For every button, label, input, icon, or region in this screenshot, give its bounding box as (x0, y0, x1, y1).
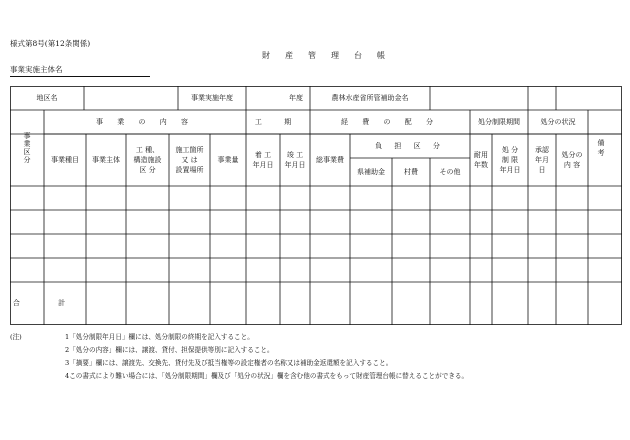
note-line: 2「処分の内容」欄には、譲渡、貸付、担保提供等別に記入すること。 (65, 346, 274, 354)
column-category: 事業区分 (23, 132, 31, 164)
column-volume: 事業量 (217, 155, 239, 164)
column-group-content: 事 業 の 内 容 (96, 117, 194, 126)
subsidy-name-label: 農林水産省所管補助金名 (331, 93, 409, 102)
note-line: 3「摘要」欄には、譲渡先、交換先、貸付先及び抵当権等の設定権者の名称又は補助金返還額を記入すること。 (65, 359, 393, 367)
column-start-date: 着 工 年月日 (252, 150, 274, 169)
project-year-label: 事業実施年度 (191, 93, 233, 102)
form-number: 様式第8号(第12条関係) (10, 39, 91, 48)
column-service-life: 耐用 年数 (474, 150, 488, 169)
column-approval-date: 承認 年月 日 (535, 145, 549, 175)
column-total-cost: 総事業費 (316, 155, 344, 164)
column-remarks: 備 考 (597, 138, 613, 157)
column-finish-date: 竣 工 年月日 (284, 150, 306, 169)
column-group-burden: 負 担 区 分 (375, 141, 445, 150)
column-group-period: 工 期 (254, 117, 302, 126)
column-group-limit: 処分制限期間 (478, 117, 520, 126)
asset-ledger-table (10, 86, 622, 325)
column-village-cost: 村費 (404, 167, 418, 176)
column-type: 事業種目 (51, 155, 79, 164)
notes-label: (注) (10, 333, 22, 341)
district-label: 地区名 (36, 93, 58, 102)
column-group-status: 処分の状況 (540, 117, 576, 126)
column-other: その他 (439, 167, 461, 176)
column-operator: 事業主体 (92, 155, 120, 164)
year-suffix: 年度 (289, 93, 303, 102)
page-title: 財産管理台帳 (262, 51, 400, 60)
column-structure: 工 種、 構造施設 区 分 (133, 145, 162, 175)
column-disposal-content: 処分の 内 容 (561, 150, 583, 169)
column-limit-date: 処 分 制 限 年月日 (499, 145, 521, 175)
column-prefecture-subsidy: 県補助金 (357, 167, 385, 176)
note-line: 1「処分制限年月日」欄には、処分制限の終期を記入すること。 (65, 333, 254, 341)
column-place: 施工箇所 又 は 設置場所 (175, 145, 204, 175)
note-line: 4この書式により難い場合には、「処分制限期間」欄及び「処分の状況」欄を含む他の書式をもって財産管理台帳に替えることができる。 (65, 372, 469, 380)
entity-name-label: 事業実施主体名 (10, 64, 150, 77)
total-row-label: 合 計 (12, 299, 84, 308)
column-group-cost: 経 費 の 配 分 (341, 117, 439, 126)
